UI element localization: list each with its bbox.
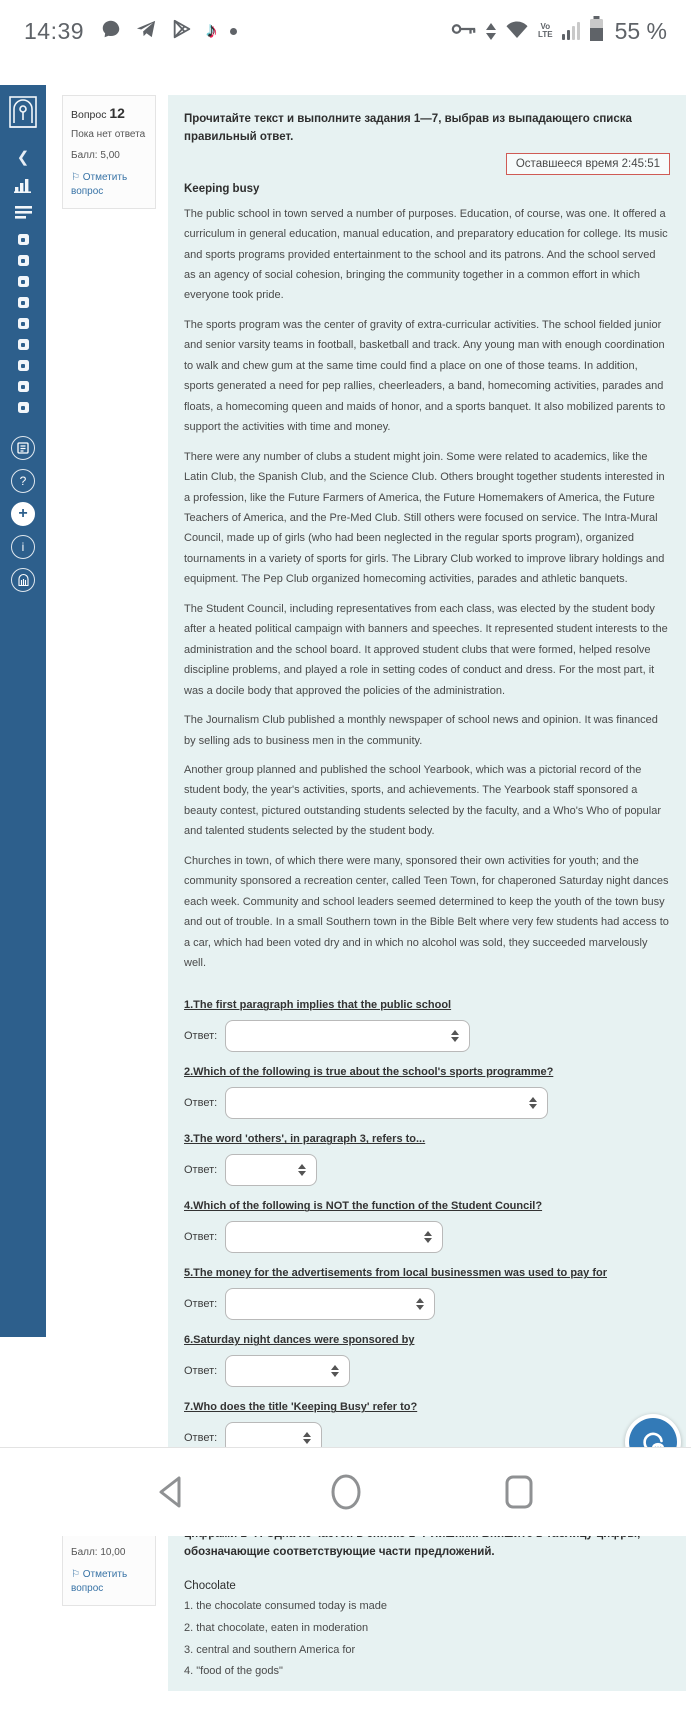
answer-select-5[interactable]: [225, 1288, 435, 1320]
select-arrows-icon: [331, 1365, 339, 1377]
question-12-panel: [168, 95, 686, 1472]
home-button[interactable]: [326, 1472, 366, 1512]
select-arrows-icon: [416, 1298, 424, 1310]
clock: 14:39: [24, 17, 85, 44]
subquestion-5-text: 5.The money for the advertisements from local businessmen was used to pay for: [184, 1267, 608, 1280]
key-icon: [451, 20, 477, 43]
collapse-sidebar-icon[interactable]: ❮: [16, 149, 30, 166]
answer-label: Ответ:: [184, 1365, 218, 1378]
passage-paragraph: The Student Council, including representatives from each class, was elected by the student body after a heated political campaign with banners and speeches. It represented student interests to the administration and the school board. It approved student clubs that were formed, helped resolve discipline problems, and played a role in setting codes of conduct and dress. For the most part, it was a docile body that approved the policies of the administration.: [184, 602, 668, 697]
flag-icon: ⚐: [71, 1569, 80, 1581]
answer-select-2[interactable]: [225, 1087, 548, 1119]
section-icon[interactable]: [18, 381, 29, 392]
help-icon[interactable]: ?: [11, 469, 35, 493]
task-instruction: обозначающие соответствующие части предложений.: [184, 1546, 495, 1559]
answer-label: Ответ:: [184, 1231, 218, 1244]
subquestion-1-text: 1.The first paragraph implies that the public school: [184, 999, 452, 1012]
task-instruction: Прочитайте текст и выполните задания 1—7, выбрав из выпадающего списка правильный ответ.: [184, 113, 632, 143]
passage-paragraph: Churches in town, of which there were many, sponsored their own activities for youth; and the community sponsored a recreation center, called Teen Town, for chaperoned Saturday night dances each week. Community and school leaders seemed determined to keep the youth of the town busy and out of trouble. In a small Southern town in the Bible Belt where very few students had access to a car, which had been voted dry and in which no alcohol was sold, they succeeded marvelously well.: [184, 854, 669, 970]
battery-percent: 55 %: [614, 17, 667, 44]
sidebar-tools: [11, 436, 35, 592]
notification-dot-icon: [230, 28, 237, 35]
recents-button[interactable]: [499, 1472, 539, 1512]
select-arrows-icon: [529, 1097, 537, 1109]
university-logo-icon[interactable]: [8, 95, 38, 134]
volume-arrows-icon: [486, 23, 496, 40]
section-icon[interactable]: [18, 318, 29, 329]
subquestion-2-text: 2.Which of the following is true about the school's sports programme?: [184, 1066, 554, 1079]
android-nav-bar: [0, 1447, 691, 1536]
answer-label: Ответ:: [184, 1097, 218, 1110]
add-icon[interactable]: +: [11, 502, 35, 526]
sentence-part: 3. central and southern America for: [184, 1643, 356, 1656]
section-icon[interactable]: [18, 276, 29, 287]
volte-icon: Vo LTE: [538, 22, 553, 39]
wifi-icon: [505, 19, 529, 44]
select-arrows-icon: [298, 1164, 306, 1176]
question-12-row: [62, 95, 686, 1472]
answer-select-6[interactable]: [225, 1355, 350, 1387]
sentence-part-clipped: 4. "food of the gods": [184, 1665, 283, 1678]
answer-select-4[interactable]: [225, 1221, 443, 1253]
subquestion-7-text: 7.Who does the title 'Keeping Busy' refer to?: [184, 1401, 418, 1414]
answer-label: Ответ:: [184, 1432, 218, 1445]
time-remaining: Оставшееся время 2:45:51: [506, 153, 670, 175]
section-icon[interactable]: [18, 297, 29, 308]
passage-paragraph: The public school in town served a number of purposes. Education, of course, was one. It offered a curriculum in general education, manual education, and preparatory education for college. Its music and sports programs provided entertainment to the school and its patrons. And the school served as an agency of social cohesion, bringing the community together in a common effort in which everyone took pride.: [184, 207, 668, 302]
tiktok-icon: ♪: [206, 19, 217, 42]
subquestion-3-text: 3.The word 'others', in paragraph 3, refers to...: [184, 1133, 426, 1146]
answer-label: Ответ:: [184, 1298, 218, 1311]
answer-label: Ответ:: [184, 1164, 218, 1177]
status-bar: [0, 0, 691, 62]
answer-select-1[interactable]: [225, 1020, 470, 1052]
question-label: Вопрос: [71, 109, 107, 121]
select-arrows-icon: [424, 1231, 432, 1243]
question-points: Балл: 5,00: [71, 149, 120, 161]
question-points: Балл: 10,00: [71, 1546, 126, 1558]
subquestion-4-text: 4.Which of the following is NOT the function of the Student Council?: [184, 1200, 543, 1213]
sentence-part: 2. that chocolate, eaten in moderation: [184, 1621, 369, 1634]
google-play-icon: [171, 18, 193, 45]
flag-icon: ⚐: [71, 172, 80, 183]
question-status: Пока нет ответа: [71, 129, 146, 140]
chat-bubble-icon: [100, 18, 122, 45]
info-icon[interactable]: i: [11, 535, 35, 559]
passage-paragraph: Another group planned and published the school Yearbook, which was a pictorial record of the student body, the year's activities, sports, and achievements. The Yearbook staff sponsored a beauty contest, pictured outstanding students selected by the faculty, and a Who's Who of popular and talented students selected by the student body.: [184, 763, 662, 838]
subquestions: [184, 999, 670, 1454]
question-number: 12: [109, 105, 125, 121]
passage-paragraph: The sports program was the center of gravity of extra-curricular activities. The school fielded junior and senior varsity teams in football, basketball and track. Any young man with enough coordination to walk and chew gum at the same time could find a place on one of those teams. In addition, sports generated a need for pep rallies, cheerleaders, a band, homecoming activities, parades and floats, a homecoming queen and maids of honor, and a sports banquet. It also mobilized parents to support the activities with time and money.: [184, 318, 666, 434]
course-list-icon[interactable]: [15, 206, 32, 219]
select-arrows-icon: [303, 1432, 311, 1444]
telegram-icon: [135, 17, 158, 45]
section-icon[interactable]: [18, 234, 29, 245]
course-section-list: [18, 234, 29, 413]
subquestion-6-text: 6.Saturday night dances were sponsored by: [184, 1334, 415, 1347]
library-emblem-icon[interactable]: [11, 568, 35, 592]
flag-question-link[interactable]: ⚐ Отметить вопрос: [71, 1569, 128, 1595]
question-12-info: [62, 95, 156, 209]
section-icon[interactable]: [18, 360, 29, 371]
course-sidebar: [0, 85, 46, 1337]
grades-chart-icon[interactable]: [14, 178, 32, 193]
answer-select-3[interactable]: [225, 1154, 317, 1186]
select-arrows-icon: [451, 1030, 459, 1042]
passage-title: Chocolate: [184, 1579, 236, 1592]
passage-paragraph: There were any number of clubs a student might join. Some were related to academics, like the Latin Club, the Spanish Club, and the Science Club. Others brought together students interested in a profession, like the Future Farmers of America, the Future Homemakers of America, the Future Teachers of America, and the Pre-Med Club. Still others were focused on service. The Intra-Mural Council, made up of girls (who had been neglected in the regular sports program), organized tournaments in a variety of sports for girls. The Library Club worked to improve library holdings and equipment. The Pep Club organized homecoming activities, parades and athletic banquets.: [184, 450, 665, 586]
sentence-part: 1. the chocolate consumed today is made: [184, 1599, 388, 1612]
quiz-webview: [0, 62, 691, 1678]
passage-paragraph: The Journalism Club published a monthly newspaper of school news and opinion. It was financed by selling ads to business men in the community.: [184, 714, 658, 747]
answer-label: Ответ:: [184, 1030, 218, 1043]
passage-title: Keeping busy: [184, 182, 260, 195]
back-button[interactable]: [153, 1472, 193, 1512]
section-icon[interactable]: [18, 255, 29, 266]
section-icon[interactable]: [18, 402, 29, 413]
battery-icon: [589, 16, 604, 47]
journal-icon[interactable]: [11, 436, 35, 460]
section-icon[interactable]: [18, 339, 29, 350]
signal-bars-icon: [562, 22, 580, 40]
flag-question-link[interactable]: ⚐ Отметить вопрос: [71, 172, 128, 197]
